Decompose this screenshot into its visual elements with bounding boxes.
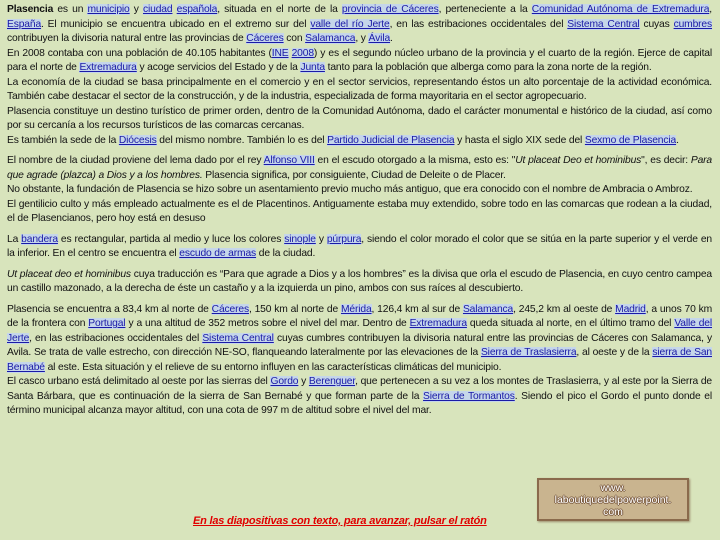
text-run: ) y es el segundo núcleo urbano de la provincia y el cuarto de la región. Ejerce de capital para el norte de: [7, 47, 712, 73]
text-run: contribuyen la divisoria natural entre las provincias de: [7, 33, 247, 44]
document-body: [7, 3, 712, 425]
wiki-link[interactable]: INE: [271, 47, 289, 59]
text-run: queda situada al norte, en el último tramo del: [466, 318, 675, 329]
wiki-link[interactable]: valle del río Jerte: [310, 18, 390, 30]
paragraph: [7, 303, 712, 376]
text-run: , perteneciente a la: [438, 4, 532, 15]
wiki-link[interactable]: municipio: [87, 4, 130, 15]
text-run: La: [7, 233, 22, 245]
wiki-link[interactable]: Cáceres: [211, 303, 249, 315]
wiki-link[interactable]: Madrid: [615, 303, 646, 315]
text-run: No obstante, la fundación de Plasencia se hizo sobre un asentamiento previo mucho más antiguo, que era conocido con el nombre de Ambracia o Ambroz.: [7, 184, 693, 195]
text-run: ,: [709, 4, 712, 15]
paragraph: [7, 375, 712, 419]
text-run: y hasta el siglo XIX sede del: [454, 134, 585, 146]
badge-line-2: laboutiquedelpowerpoint.: [554, 493, 672, 506]
text-run: , a unos 70 km de la frontera con: [7, 303, 713, 329]
text-run: , al oeste y de la: [576, 347, 653, 358]
text-run: en el escudo otorgado a la misma, esto es: ": [314, 155, 516, 166]
paragraph: [7, 183, 712, 198]
text-run: Plasencia: [7, 4, 54, 15]
badge-line-3: com: [603, 505, 623, 518]
text-run: con: [283, 33, 306, 44]
text-run: de la ciudad.: [256, 248, 316, 259]
text-run: Ut placeat deo et hominibus: [7, 268, 131, 280]
paragraph: [7, 76, 712, 105]
wiki-link[interactable]: Sexmo de Plasencia: [584, 134, 677, 146]
wiki-link[interactable]: española: [176, 4, 218, 15]
text-run: . Siendo el pico el Gordo el punto donde el término municipal alcanza mayor altitud, con una cota de 997 m de altitud sobre el nivel del mar.: [7, 390, 712, 416]
text-run: cuyas: [639, 18, 674, 30]
text-run: al este. Esta situación y el relieve de su entorno influyen en las características climáticas del municipio.: [44, 361, 502, 373]
text-block: [7, 233, 712, 262]
wiki-link[interactable]: Sierra de Traslasierra: [480, 347, 577, 358]
wiki-link[interactable]: Extremadura: [79, 62, 137, 73]
text-run: y a una altitud de 352 metros sobre el nivel del mar. Dentro de: [125, 318, 410, 329]
website-badge[interactable]: [537, 478, 689, 521]
text-run: Plasencia se encuentra a 83,4 km al norte de: [7, 303, 212, 315]
wiki-link[interactable]: Portugal: [88, 318, 126, 329]
text-run: .: [676, 134, 679, 146]
paragraph: [7, 154, 712, 183]
text-run: y: [298, 376, 309, 387]
text-run: cuyas cumbres contribuyen la divisoria natural entre las provincias de Cáceres con Salamanca, y Avila. Se trata de valle estrecho, con dirección NE-SO, flanqueando lateralmente por las elevaciones de la: [7, 332, 713, 358]
text-run: Para que agrade (plazca) a Dios y a los hombres.: [7, 155, 713, 181]
text-run: , 245,2 km al oeste de: [513, 303, 616, 315]
paragraph: [7, 233, 712, 262]
text-block: [7, 268, 712, 297]
paragraph: [7, 134, 712, 149]
wiki-link[interactable]: púrpura: [326, 233, 362, 245]
text-run: es un: [53, 4, 88, 15]
wiki-link[interactable]: sierra de San Bernabé: [7, 347, 712, 373]
wiki-link[interactable]: Gordo: [270, 376, 299, 387]
paragraph: [7, 47, 712, 76]
wiki-link[interactable]: España: [7, 18, 42, 30]
wiki-link[interactable]: provincia de Cáceres: [341, 4, 439, 15]
wiki-link[interactable]: Sistema Central: [567, 18, 640, 30]
advance-hint-link[interactable]: En las diapositivas con texto, para avanzar, pulsar el ratón: [193, 515, 487, 527]
text-run: tanto para la población que alberga como para la zona norte de la región.: [324, 62, 652, 73]
wiki-link[interactable]: Mérida: [340, 303, 372, 315]
text-run: y: [129, 4, 143, 15]
text-run: , que pertenecen a su vez a los montes de Traslasierra, y al este por la Sierra de Santa Bárbara, que es continuación de la sierra de San Bernabé y que forman parte de la: [7, 376, 712, 402]
text-block: [7, 303, 712, 419]
text-run: La economía de la ciudad se basa principalmente en el comercio y en el sector servicios, representando éstos un alto porcentaje de la actividad económica. También cabe destacar el sector de la construcción, y de la industria, especializada de forma mayoritaria en el sector agropecuario.: [7, 76, 712, 102]
text-run: y: [315, 233, 327, 245]
wiki-link[interactable]: Salamanca: [305, 33, 356, 44]
text-run: cuya traducción es “Para que agrade a Dios y a los hombres” es la divisa que orla el escudo de Plasencia, en cuyo centro campea un castillo mazonado, a la derecha de éste un castaño y a la izquierda un pino, ambos con sus raíces al descubierto.: [7, 268, 712, 294]
text-run: Ut placeat Deo et hominibus: [515, 155, 642, 166]
text-run: Plasencia constituye un destino turístico de primer orden, dentro de la Comunidad Autónoma, dado el carácter monumental e histórico de la ciudad, así como por su cercanía a los recursos turísticos de las comarcas cercanas.: [7, 105, 712, 131]
text-run: , 150 km al norte de: [248, 303, 341, 315]
wiki-link[interactable]: Diócesis: [118, 134, 157, 146]
badge-line-1: www.: [600, 481, 626, 494]
text-run: , siendo el color morado el color que se sitúa en la parte superior y el verde en la inferior. En el centro se encuentra el: [7, 233, 712, 259]
wiki-link[interactable]: ciudad: [143, 4, 173, 15]
text-block: [7, 3, 712, 148]
text-run: Es también la sede de la: [7, 134, 119, 146]
wiki-link[interactable]: Comunidad Autónoma de Extremadura: [531, 4, 710, 15]
text-run: , situada en el norte de la: [217, 4, 342, 15]
text-run: es rectangular, partida al medio y luce los colores: [57, 233, 285, 245]
text-run: El casco urbano está delimitado al oeste por las sierras del: [7, 376, 271, 387]
text-run: , en las estribaciones occidentales del: [29, 332, 203, 344]
wiki-link[interactable]: Sistema Central: [202, 332, 274, 344]
wiki-link[interactable]: Extremadura: [409, 318, 467, 329]
text-run: , en las estribaciones occidentales del: [389, 18, 568, 30]
wiki-link[interactable]: Valle del Jerte: [7, 318, 712, 344]
paragraph: [7, 105, 712, 134]
text-run: . El municipio se encuentra ubicado en el extremo sur del: [41, 18, 311, 30]
wiki-link[interactable]: Berenguer: [308, 376, 356, 387]
wiki-link[interactable]: Salamanca: [462, 303, 514, 315]
wiki-link[interactable]: Partido Judicial de Plasencia: [327, 134, 455, 146]
text-run: , y: [355, 33, 369, 44]
paragraph: [7, 3, 712, 47]
text-run: [172, 4, 176, 15]
wiki-link[interactable]: Junta: [300, 62, 325, 73]
text-run: Plasencia significa, por consiguiente, Ciudad de Deleite o de Placer.: [202, 169, 506, 181]
wiki-link[interactable]: Alfonso VIII: [263, 155, 315, 166]
paragraph: [7, 268, 712, 297]
text-run: , 126,4 km al sur de: [371, 303, 463, 315]
paragraph: [7, 198, 712, 227]
text-run: En 2008 contaba con una población de 40.105 habitantes (: [7, 47, 272, 59]
wiki-link[interactable]: cumbres: [673, 18, 713, 30]
wiki-link[interactable]: Ávila: [368, 33, 391, 44]
wiki-link[interactable]: 2008: [291, 47, 314, 59]
wiki-link[interactable]: Cáceres: [246, 33, 284, 44]
wiki-link[interactable]: sinople: [284, 233, 316, 245]
text-run: .: [390, 33, 393, 44]
text-run: del mismo nombre. También lo es del: [156, 134, 328, 146]
text-block: [7, 154, 712, 227]
wiki-link[interactable]: bandera: [21, 233, 58, 245]
wiki-link[interactable]: Sierra de Tormantos: [423, 390, 515, 402]
text-run: El nombre de la ciudad proviene del lema dado por el rey: [7, 155, 264, 166]
text-run: El gentilicio culto y más empleado actualmente es el de Placentinos. Antiguamente estaba muy extendido, sobre todo en las comarcas que rodean a la ciudad, el de Plasencianos, pero hoy está en desuso: [7, 198, 712, 224]
wiki-link[interactable]: escudo de armas: [179, 248, 257, 259]
text-run: y acoge servicios del Estado y de la: [136, 62, 301, 73]
text-run: ", es decir:: [641, 155, 691, 166]
